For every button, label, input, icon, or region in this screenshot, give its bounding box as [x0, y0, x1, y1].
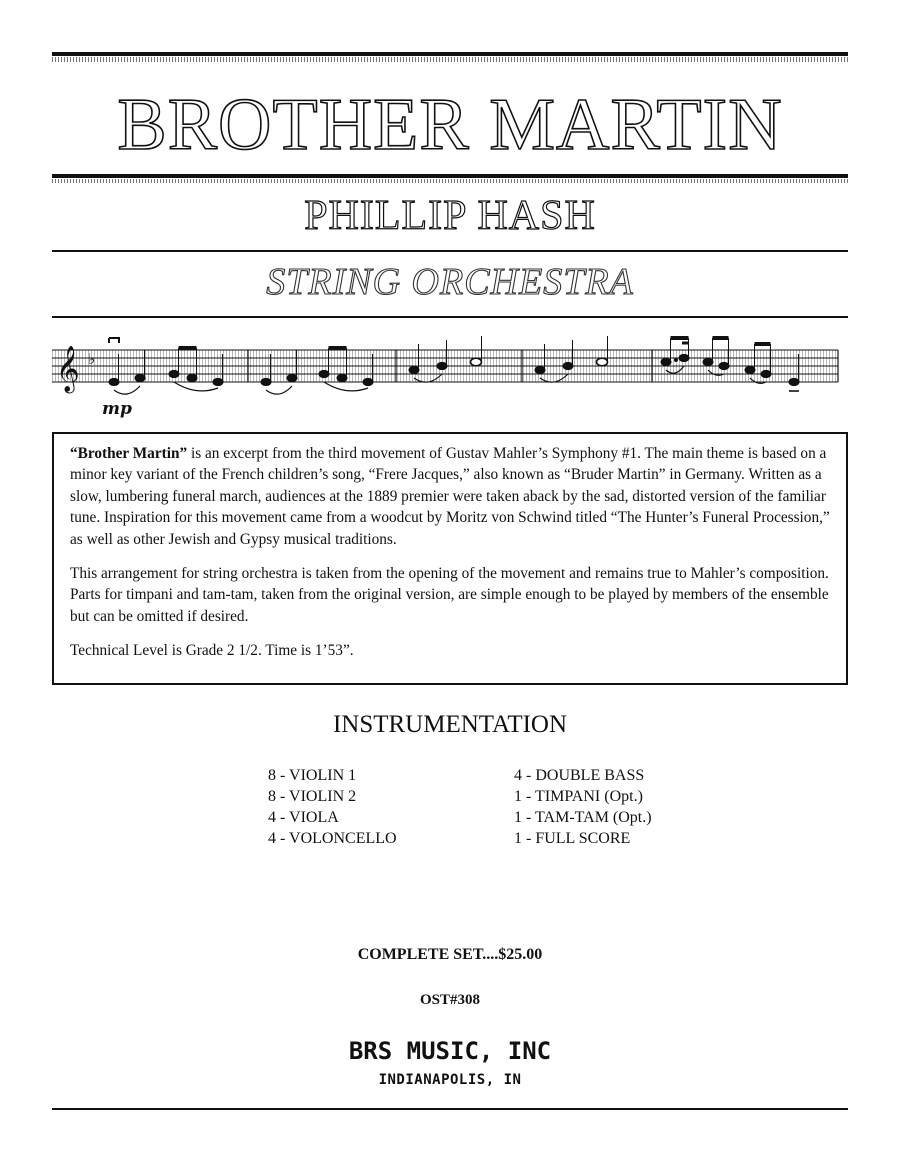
instrumentation-list-right [514, 765, 652, 849]
description-paragraph-3: Technical Level is Grade 2 1/2. Time is 1’53”. [70, 642, 354, 660]
instrument-item: 8 - VIOLIN 1 [268, 767, 357, 784]
instrument-item: 1 - FULL SCORE [514, 830, 631, 847]
page-title: BROTHER MARTIN [117, 84, 783, 166]
bottom-rule [52, 1108, 848, 1110]
instrument-item: 4 - DOUBLE BASS [514, 767, 645, 784]
description-paragraph-1 [70, 443, 830, 550]
flat-key-signature-icon: ♭ [88, 350, 96, 368]
composer-rule [52, 250, 848, 252]
title-hatch-band [52, 179, 848, 183]
instrument-item: 4 - VIOLA [268, 809, 339, 826]
down-bow-icon [109, 338, 119, 343]
instrument-item: 1 - TAM-TAM (Opt.) [514, 809, 652, 826]
ensemble-name: STRING ORCHESTRA [266, 261, 634, 303]
description-box [52, 432, 848, 685]
dynamic-marking: mp [102, 399, 132, 419]
price-label: COMPLETE SET....$25.00 [357, 946, 543, 963]
title-rule [52, 174, 848, 178]
treble-clef-icon: 𝄞 [56, 346, 80, 392]
ensemble-rule [52, 316, 848, 318]
description-paragraph-2: This arrangement for string orchestra is taken from the opening of the movement and remains true to Mahler’s composition. Parts for timpani and tam-tam, taken from the original version, are simple enough to be played by members of the ensemble but can be omitted if desired. [70, 565, 829, 625]
top-rule [52, 52, 848, 56]
description-text: is an excerpt from the third movement of Gustav Mahler’s Symphony #1. The main theme is based on a minor key variant of the French children’s song, “Frere Jacques,” also known as “Bruder Martin” in Germany. Written as a slow, lumbering funeral march, audiences at the 1889 premier were taken aback by the sad, distorted version of the familiar tune. Inspiration for this movement came from a woodcut by Moritz von Schwind titled “The Hunter’s Funeral Procession,” as well as other Jewish and Gypsy musical traditions. [70, 445, 830, 548]
top-hatch-band [52, 57, 848, 62]
instrument-item: 4 - VOLONCELLO [268, 830, 397, 847]
instrumentation-title: INSTRUMENTATION [332, 711, 568, 738]
instrument-item: 1 - TIMPANI (Opt.) [514, 788, 643, 805]
composer-name: PHILLIP HASH [304, 193, 596, 239]
instrumentation-list-left [268, 765, 397, 849]
publisher-location: INDIANAPOLIS, IN [378, 1072, 522, 1088]
music-staff-excerpt [52, 330, 848, 422]
instrument-item: 8 - VIOLIN 2 [268, 788, 357, 805]
publisher-name: BRS MUSIC, INC [348, 1037, 552, 1065]
catalog-number: OST#308 [419, 992, 480, 1008]
description-highlight: “Brother Martin” [70, 445, 188, 462]
